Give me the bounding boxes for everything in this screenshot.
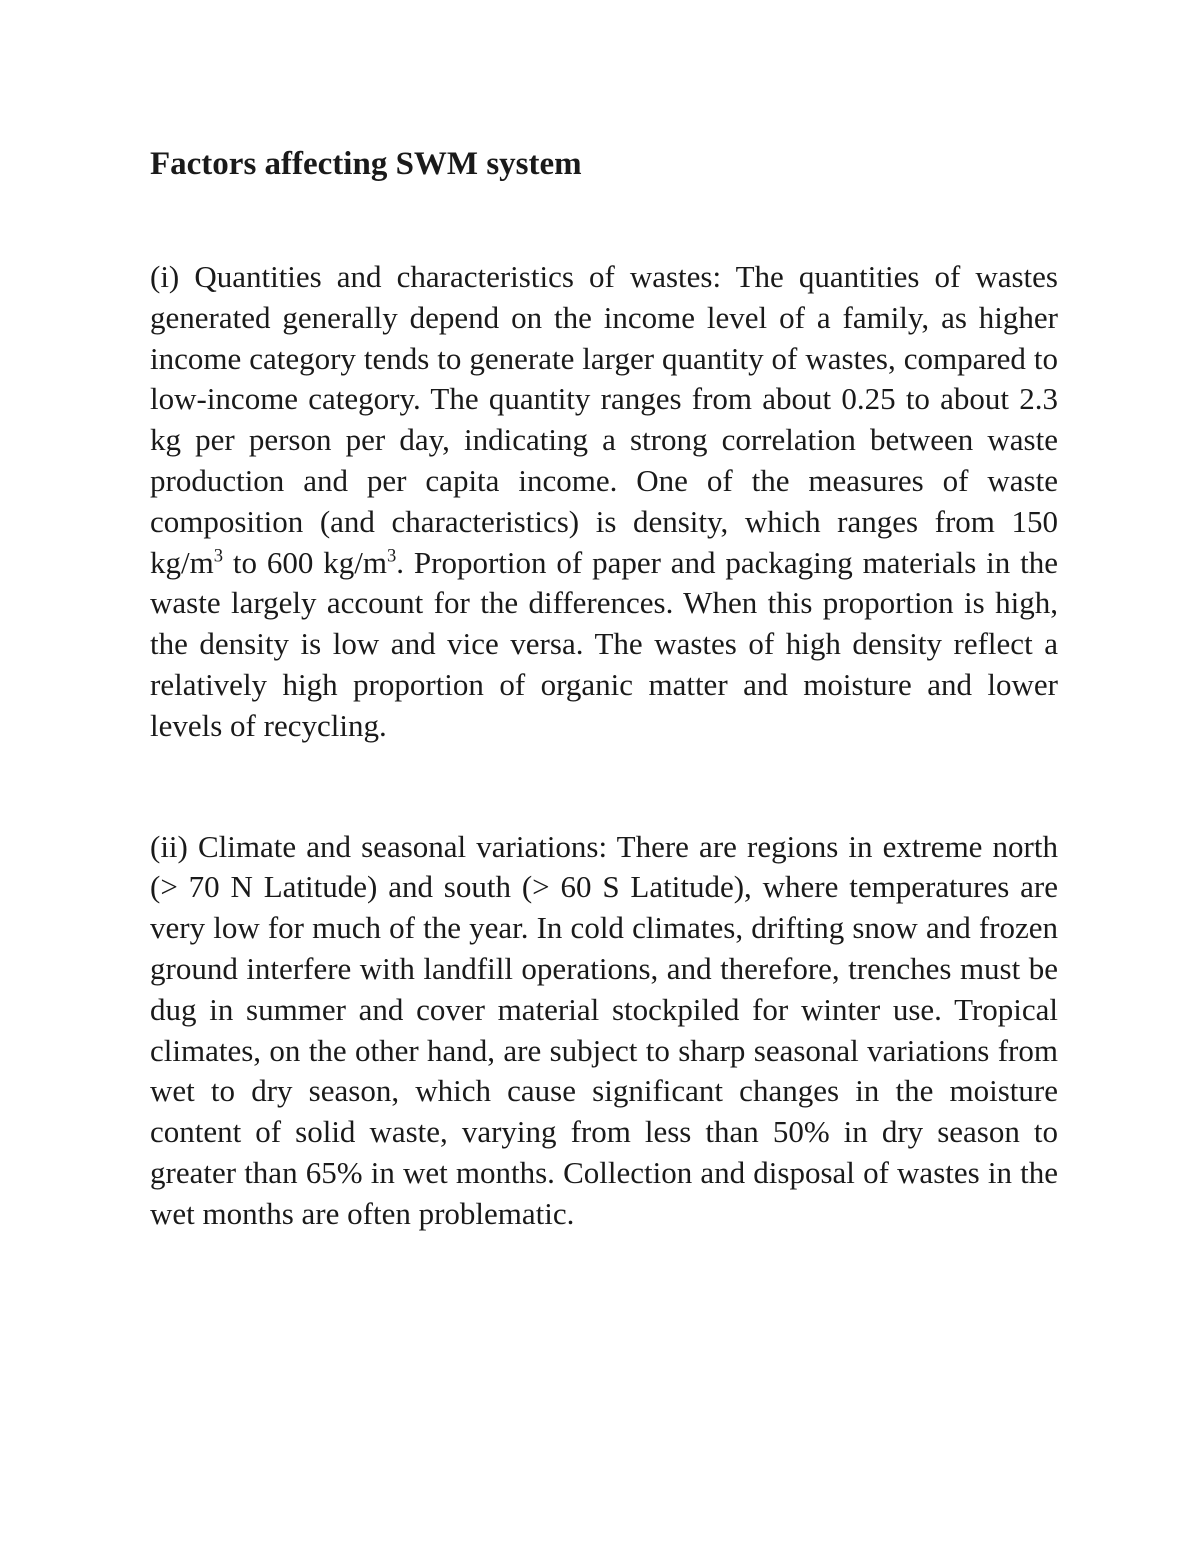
paragraph-1-text-a: (i) Quantities and characteristics of wastes: The quantities of wastes generated generally depend on the income level of a family, as higher income category tends to generate larger quantity of wastes, compared to low-income category. The quantity ranges from about 0.25 to about 2.3 kg per person per day, indicating a strong correlation between waste production and per capita income. One of the measures of waste composition (and characteristics) is density, which ranges from 150 kg/m <box>150 259 1058 580</box>
paragraph-1-text-b: to 600 kg/m <box>223 544 387 580</box>
paragraph-1-text-c: . Proportion of paper and packaging materials in the waste largely account for the differences. When this proportion is high, the density is low and vice versa. The wastes of high density reflect a relatively high proportion of organic matter and moisture and lower levels of recycling. <box>150 544 1059 743</box>
paragraph-climate-seasonal: (ii) Climate and seasonal variations: There are regions in extreme north (> 70 N Latitude) and south (> 60 S Latitude), where temperatures are very low for much of the year. In cold climates, drifting snow and frozen ground interfere with landfill operations, and therefore, trenches must be dug in summer and cover material stockpiled for winter use. Tropical climates, on the other hand, are subject to sharp seasonal variations from wet to dry season, which cause significant changes in the moisture content of solid waste, varying from less than 50% in dry season to greater than 65% in wet months. Collection and disposal of wastes in the wet months are often problematic. <box>150 828 1058 1231</box>
document-page <box>150 140 1058 1235</box>
superscript-cubed-2: 3 <box>386 545 397 567</box>
document-title: Factors affecting SWM system <box>150 146 582 182</box>
superscript-cubed-1: 3 <box>213 545 224 567</box>
paragraph-quantities-characteristics <box>150 257 1058 747</box>
